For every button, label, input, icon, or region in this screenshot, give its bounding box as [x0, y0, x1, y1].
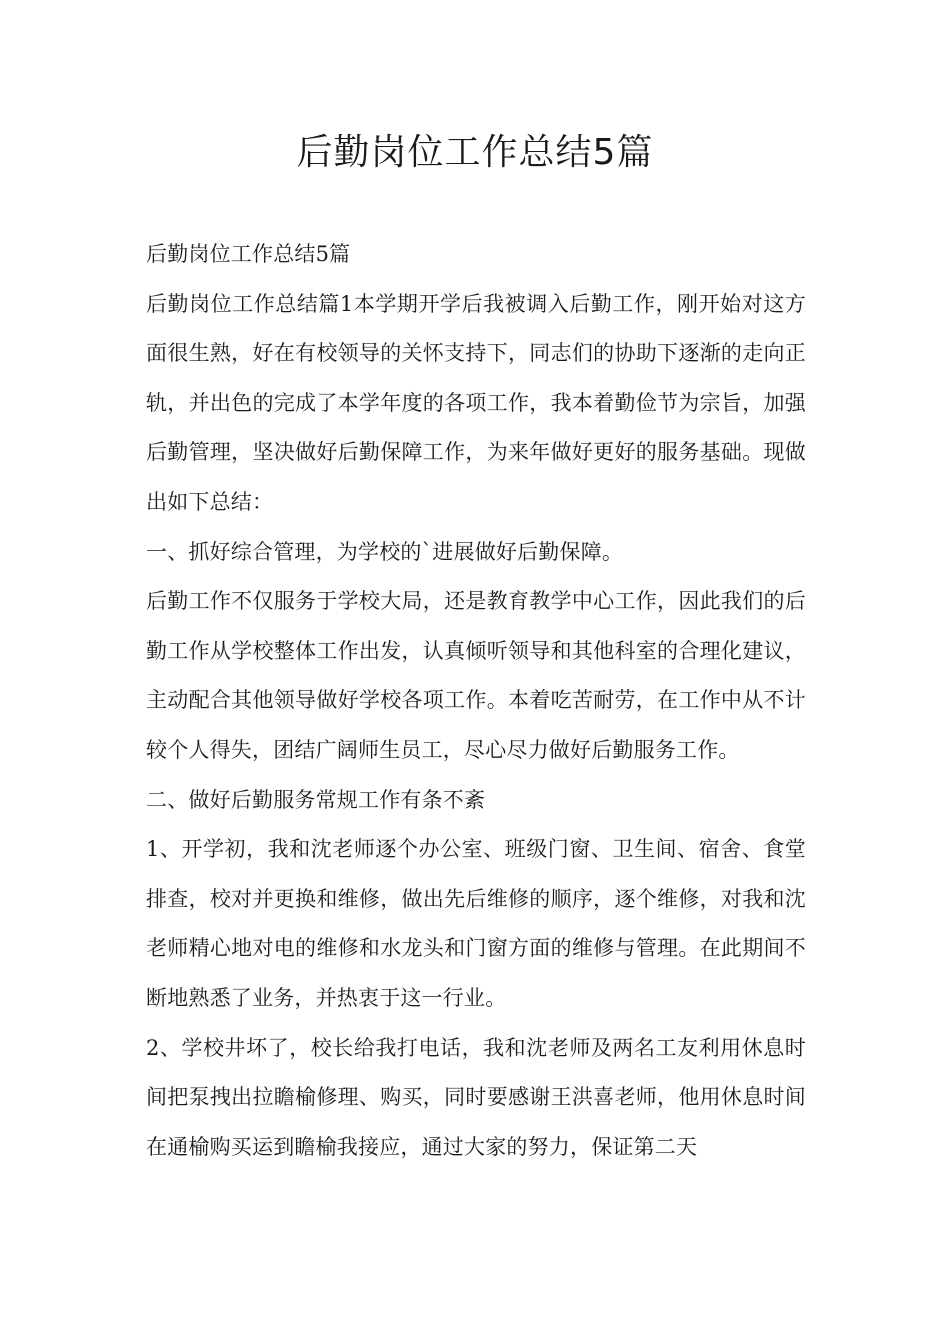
paragraph-subtitle: 后勤岗位工作总结5篇: [146, 242, 351, 266]
paragraph-intro: 后勤岗位工作总结篇1本学期开学后我被调入后勤工作，刚开始对这方面很生熟，好在有校领导的关怀支持下，同志们的协助下逐渐的走向正轨，并出色的完成了本学年度的各项工作，我本着勤俭节为宗旨，加强后勤管理，坚决做好后勤保障工作，为来年做好更好的服务基础。现做出如下总结：: [146, 291, 806, 514]
section-heading-2: 二、做好后勤服务常规工作有条不紊: [146, 787, 486, 812]
paragraph-item-2: 2、学校井坏了，校长给我打电话，我和沈老师及两名工友利用休息时间把泵拽出拉瞻榆修理、购买，同时要感谢王洪喜老师，他用休息时间在通榆购买运到瞻榆我接应，通过大家的努力，保证第二天: [146, 1035, 806, 1159]
section-heading-1: 一、抓好综合管理，为学校的`进展做好后勤保障。: [146, 539, 624, 564]
document-title: 后勤岗位工作总结5篇: [296, 132, 654, 173]
document-body: [146, 230, 806, 1172]
paragraph-item-1: 1、开学初，我和沈老师逐个办公室、班级门窗、卫生间、宿舍、食堂排查，校对并更换和维修，做出先后维修的顺序，逐个维修，对我和沈老师精心地对电的维修和水龙头和门窗方面的维修与管理。在此期间不断地熟悉了业务，并热衷于这一行业。: [146, 837, 806, 1010]
paragraph-section-1: 后勤工作不仅服务于学校大局，还是教育教学中心工作，因此我们的后勤工作从学校整体工作出发，认真倾听领导和其他科室的合理化建议，主动配合其他领导做好学校各项工作。本着吃苦耐劳，在工作中从不计较个人得失，团结广阔师生员工，尽心尽力做好后勤服务工作。: [146, 589, 806, 762]
